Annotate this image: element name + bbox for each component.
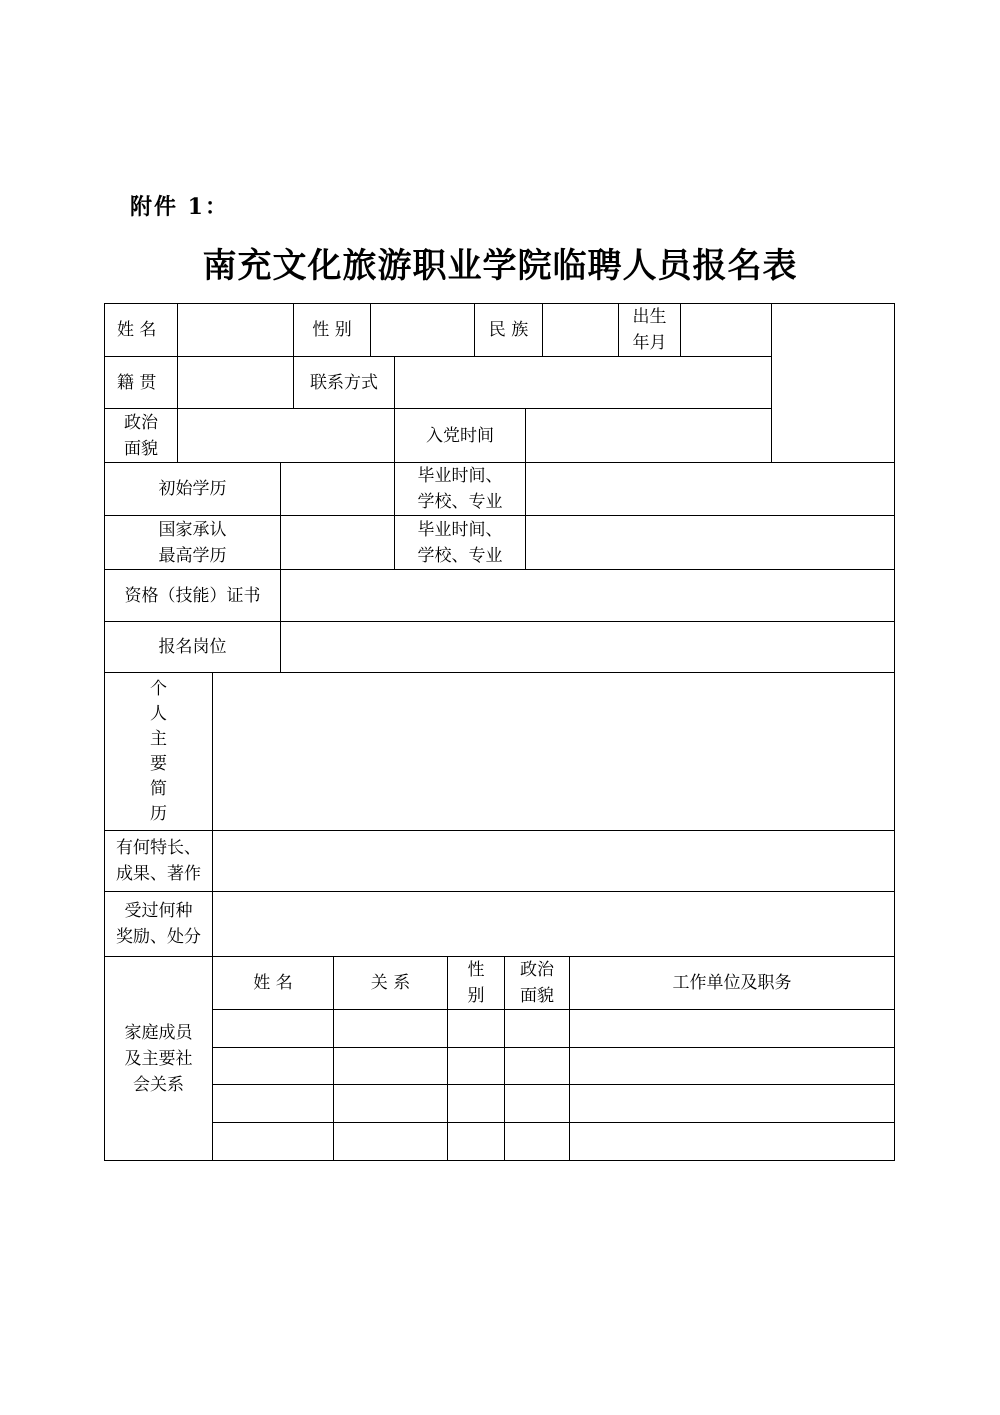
family-cell-political[interactable] xyxy=(504,1009,570,1048)
family-cell-work[interactable] xyxy=(569,1009,895,1048)
position-label: 报名岗位 xyxy=(104,621,281,673)
native-place-field[interactable] xyxy=(177,356,294,409)
native-place-label: 籍 贯 xyxy=(104,356,178,409)
form-title: 南充文化旅游职业学院临聘人员报名表 xyxy=(202,246,798,286)
gender-field[interactable] xyxy=(370,303,475,357)
initial-education-label: 初始学历 xyxy=(104,462,281,516)
name-label: 姓 名 xyxy=(104,303,178,357)
specialty-field[interactable] xyxy=(212,830,895,892)
contact-field[interactable] xyxy=(394,356,772,409)
family-header-gender: 性 别 xyxy=(447,956,505,1010)
family-cell-political[interactable] xyxy=(504,1122,570,1161)
family-cell-gender[interactable] xyxy=(447,1084,505,1123)
party-time-field[interactable] xyxy=(525,408,772,463)
photo-box[interactable] xyxy=(771,303,895,463)
family-cell-relation[interactable] xyxy=(333,1047,448,1085)
contact-label: 联系方式 xyxy=(293,356,395,409)
family-header-relation: 关 系 xyxy=(333,956,448,1010)
family-cell-relation[interactable] xyxy=(333,1009,448,1048)
specialty-label: 有何特长、 成果、著作 xyxy=(104,830,213,892)
family-cell-name[interactable] xyxy=(212,1122,334,1161)
family-cell-gender[interactable] xyxy=(447,1047,505,1085)
family-cell-name[interactable] xyxy=(212,1047,334,1085)
resume-field[interactable] xyxy=(212,672,895,831)
initial-grad-info-label: 毕业时间、 学校、专业 xyxy=(394,462,526,516)
ethnicity-field[interactable] xyxy=(542,303,619,357)
birth-field[interactable] xyxy=(680,303,772,357)
family-cell-work[interactable] xyxy=(569,1122,895,1161)
highest-education-field[interactable] xyxy=(280,515,395,570)
highest-grad-info-field[interactable] xyxy=(525,515,895,570)
certificate-label: 资格（技能）证书 xyxy=(104,569,281,622)
family-cell-gender[interactable] xyxy=(447,1122,505,1161)
party-time-label: 入党时间 xyxy=(394,408,526,463)
political-field[interactable] xyxy=(177,408,395,463)
family-cell-work[interactable] xyxy=(569,1047,895,1085)
gender-label: 性 别 xyxy=(293,303,371,357)
family-cell-political[interactable] xyxy=(504,1047,570,1085)
attachment-label: 附件 1： xyxy=(130,194,229,220)
resume-label: 个 人 主 要 简 历 xyxy=(104,672,213,831)
highest-education-label: 国家承认 最高学历 xyxy=(104,515,281,570)
name-field[interactable] xyxy=(177,303,294,357)
family-cell-relation[interactable] xyxy=(333,1084,448,1123)
family-header-work: 工作单位及职务 xyxy=(569,956,895,1010)
family-cell-work[interactable] xyxy=(569,1084,895,1123)
family-cell-gender[interactable] xyxy=(447,1009,505,1048)
birth-label: 出生 年月 xyxy=(618,303,681,357)
rewards-label: 受过何种 奖励、处分 xyxy=(104,891,213,957)
ethnicity-label: 民 族 xyxy=(474,303,543,357)
position-field[interactable] xyxy=(280,621,895,673)
certificate-field[interactable] xyxy=(280,569,895,622)
family-cell-name[interactable] xyxy=(212,1009,334,1048)
family-header-political: 政治 面貌 xyxy=(504,956,570,1010)
family-label: 家庭成员 及主要社 会关系 xyxy=(104,956,213,1161)
family-cell-name[interactable] xyxy=(212,1084,334,1123)
family-cell-political[interactable] xyxy=(504,1084,570,1123)
political-label: 政治 面貌 xyxy=(104,408,178,463)
highest-grad-info-label: 毕业时间、 学校、专业 xyxy=(394,515,526,570)
rewards-field[interactable] xyxy=(212,891,895,957)
family-cell-relation[interactable] xyxy=(333,1122,448,1161)
initial-grad-info-field[interactable] xyxy=(525,462,895,516)
initial-education-field[interactable] xyxy=(280,462,395,516)
family-header-name: 姓 名 xyxy=(212,956,334,1010)
